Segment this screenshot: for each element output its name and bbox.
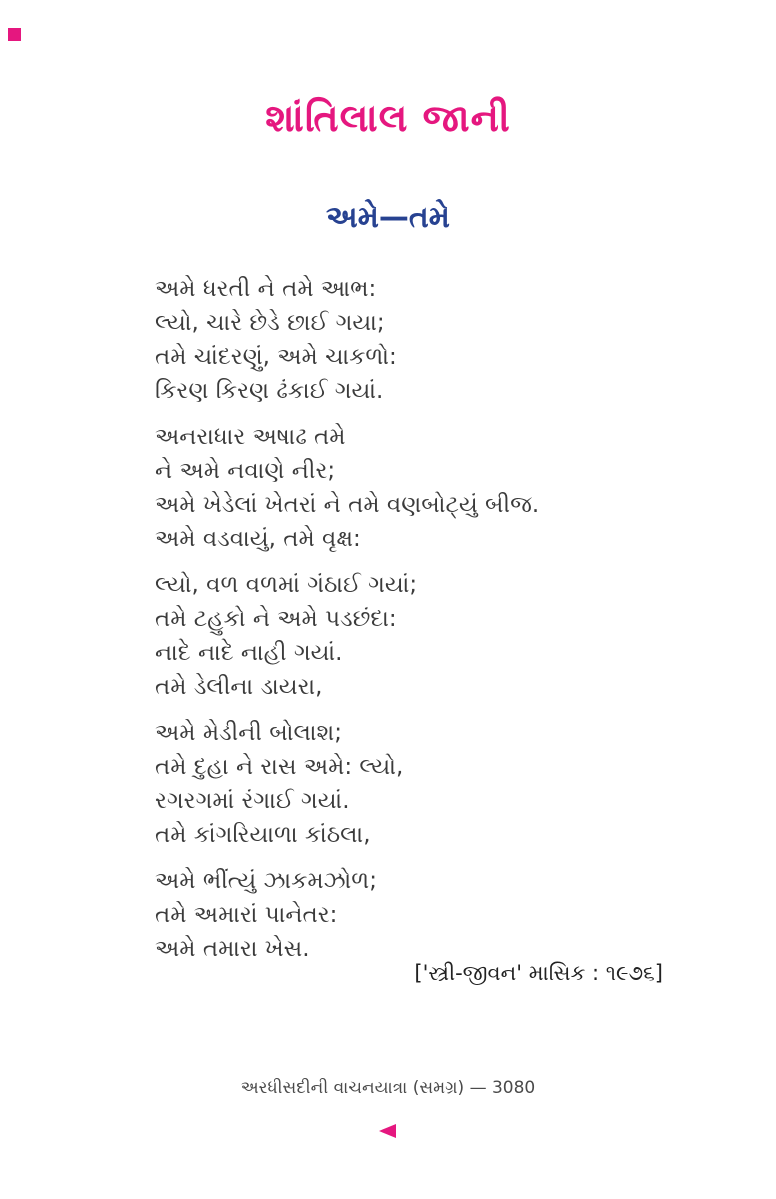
poem-line: અમે ધરતી ને તમે આભ: — [155, 276, 377, 302]
poem-line: લ્યો, ચારે છેડે છાઈ ગયા; — [155, 310, 385, 336]
poem-line: અમે તમારા ખેસ. — [155, 936, 310, 962]
poem-line: અમે ભીંત્યું ઝાકમઝોળ; — [155, 868, 377, 894]
stanza — [155, 864, 736, 966]
page-corner-marker-icon — [8, 28, 21, 41]
stanza — [155, 568, 736, 704]
poem-line: અમે વડવાયું, તમે વૃક્ષ: — [155, 526, 361, 552]
author-name: શાંતિલાલ જાની — [265, 96, 511, 140]
poem-line: અમે ખેડેલાં ખેતરાં ને તમે વણબોટ્યું બીજ. — [155, 492, 540, 518]
poem-line: અનરાધાર અષાઢ તમે — [155, 424, 346, 450]
stanza — [155, 272, 736, 408]
poem-line: તમે ડેલીના ડાયરા, — [155, 674, 323, 700]
poem-line: કિરણ કિરણ ઢંકાઈ ગયાં. — [155, 378, 384, 404]
stanza — [155, 716, 736, 852]
poem-title: અમે—તમે — [326, 200, 450, 235]
stanza — [155, 420, 736, 556]
poem-line: તમે ટહુકો ને અમે પડછંદા: — [155, 606, 397, 632]
poem-line: ને અમે નવાણે નીર; — [155, 458, 336, 484]
previous-page-icon[interactable] — [379, 1124, 396, 1138]
citation: ['સ્ત્રી-જીવન' માસિક : ૧૯૭૬] — [414, 961, 663, 985]
poem-line: રગરગમાં રંગાઈ ગયાં. — [155, 788, 350, 814]
poem-line: લ્યો, વળ વળમાં ગંઠાઈ ગયાં; — [155, 572, 418, 598]
poem-line: તમે ચાંદરણું, અમે ચાકળો: — [155, 344, 397, 370]
footer-text: અરધીસદીની વાચનયાત્રા (સમગ્ર) — 3080 — [240, 1078, 536, 1098]
poem-line: તમે અમારાં પાનેતર: — [155, 902, 338, 928]
poem-line: તમે દુહા ને રાસ અમે: લ્યો, — [155, 754, 404, 780]
poem-line: તમે કાંગરિયાળા કાંઠલા, — [155, 822, 371, 848]
poem-line: નાદે નાદે નાહી ગયાં. — [155, 640, 343, 666]
poem-line: અમે મેડીની બોલાશ; — [155, 720, 343, 746]
poem-body — [155, 272, 736, 978]
